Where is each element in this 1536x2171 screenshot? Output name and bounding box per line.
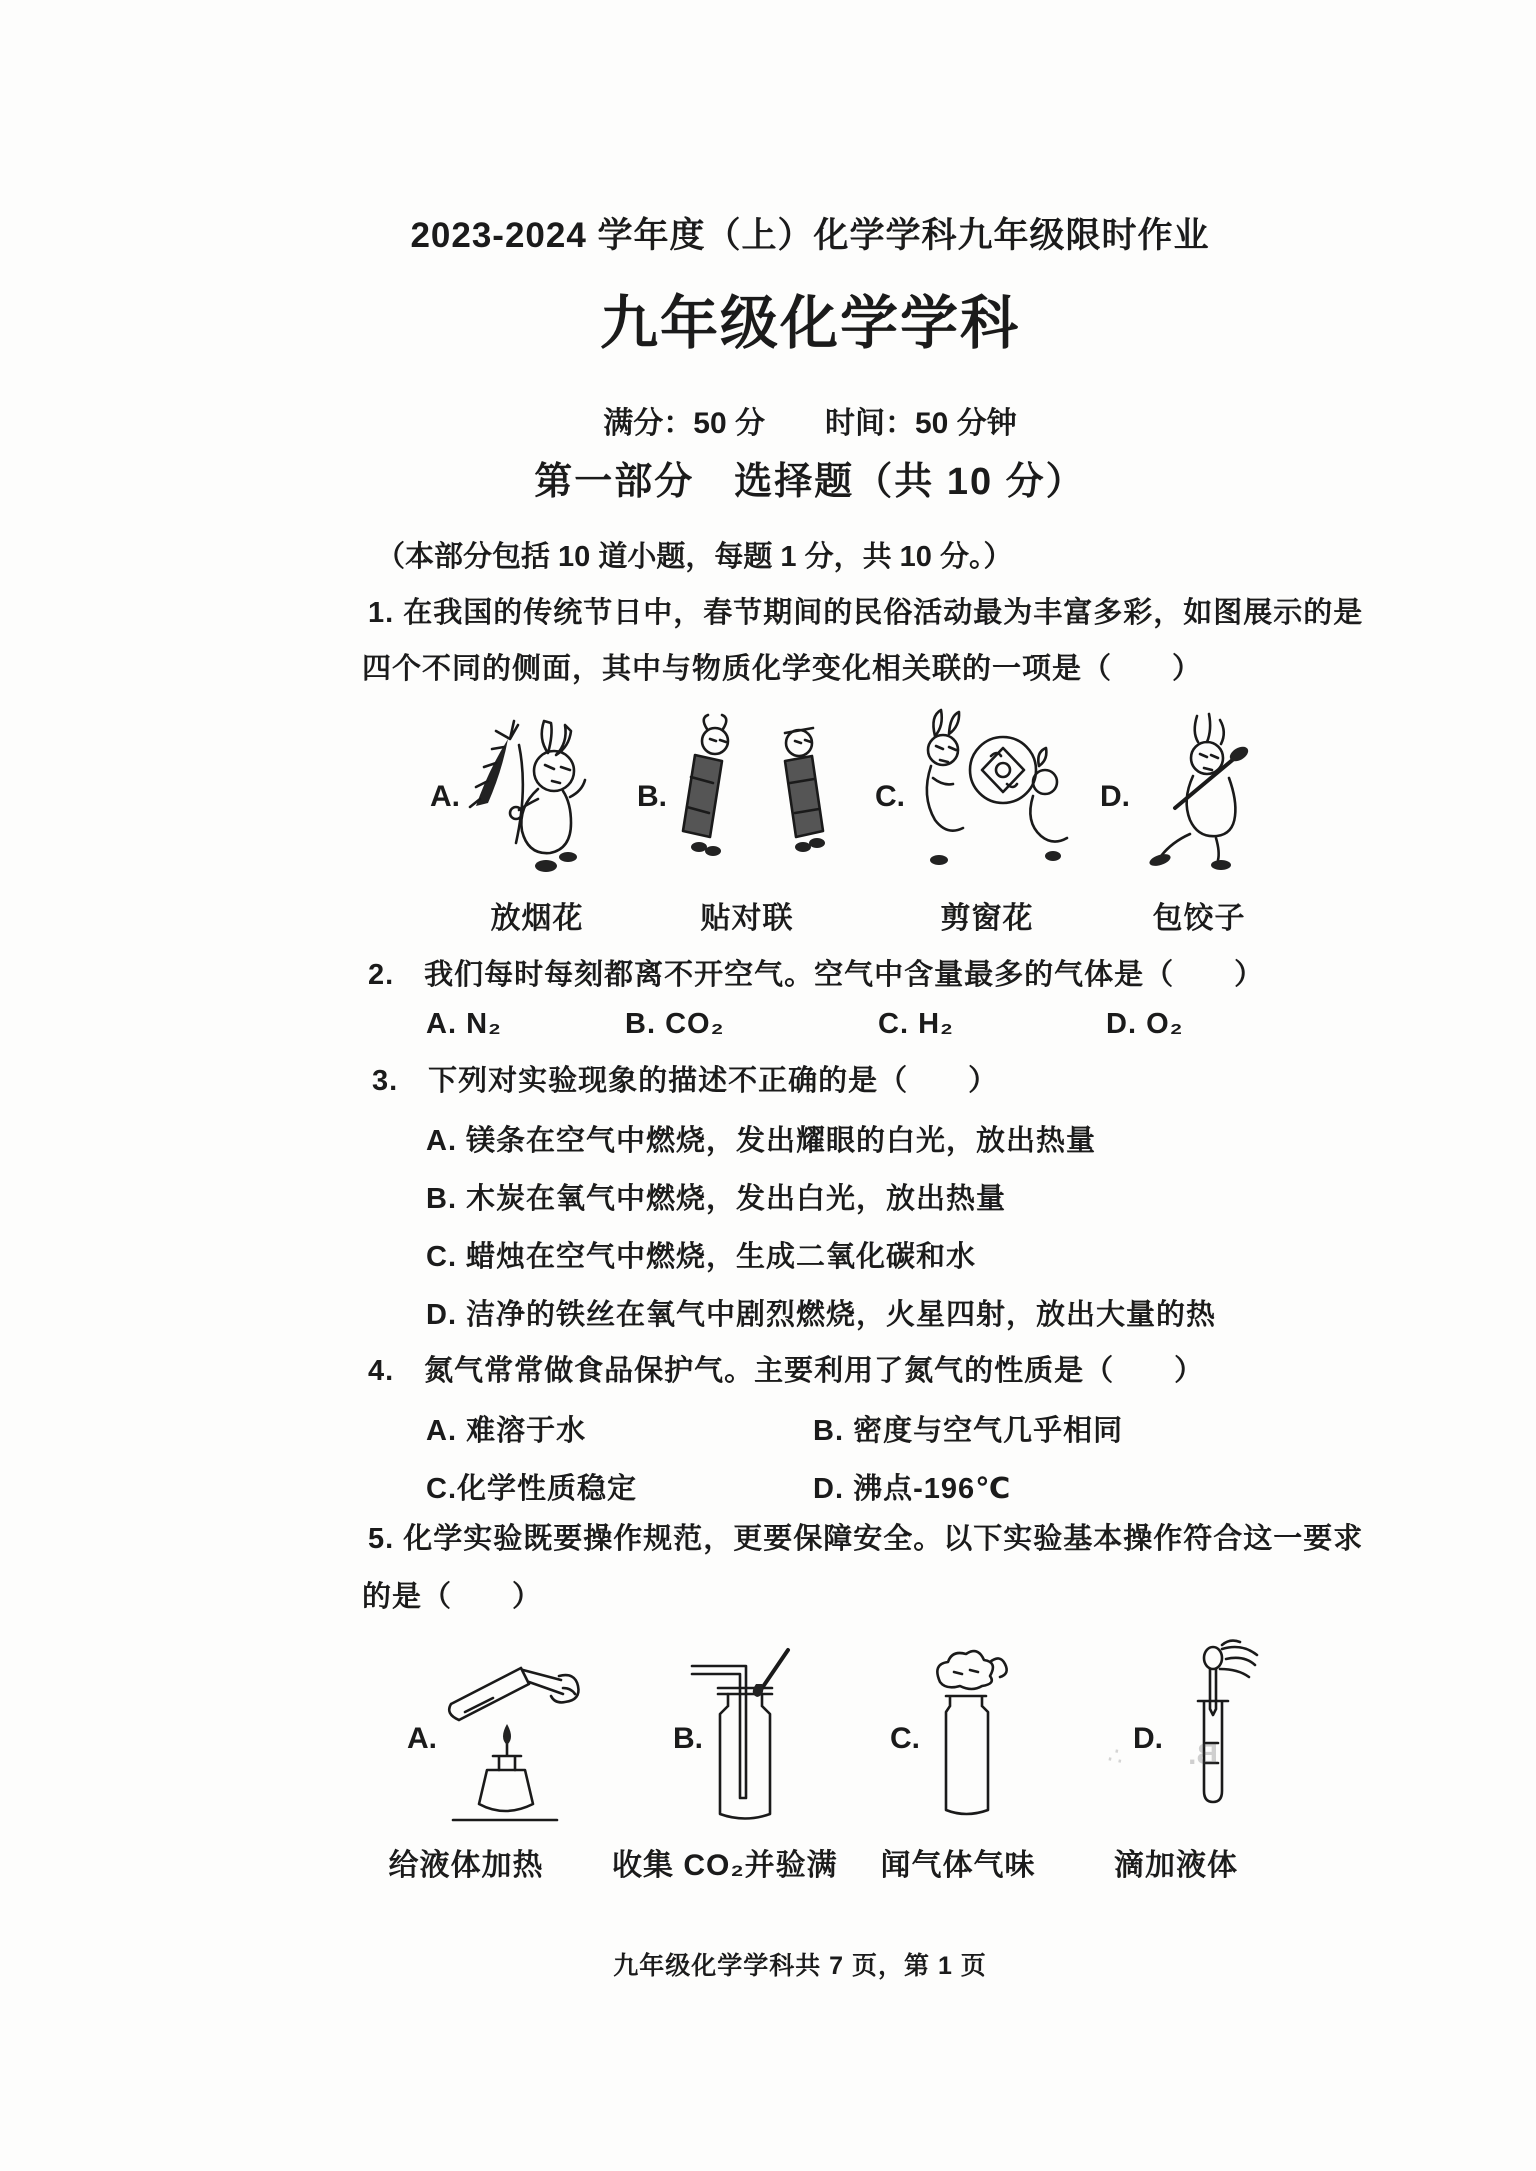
q4-option-b: [813, 1408, 1123, 1449]
q2-option-b: [625, 1008, 724, 1041]
q1-option-c-letter: C.: [875, 780, 905, 813]
add-liquid-dropper-illustration: [1160, 1643, 1260, 1811]
bleedthrough-mirrored-text: B.: [1188, 1738, 1218, 1771]
q4-option-a-label: 难溶于水: [466, 1415, 587, 1447]
dumpling-rabbit-illustration: [1145, 710, 1255, 878]
q5-option-a-letter: A.: [407, 1722, 437, 1755]
q5-option-b-caption: 收集 CO₂并验满: [612, 1849, 838, 1882]
q2-option-b-label: CO₂: [665, 1008, 725, 1040]
score-time-line: 满分：50 分 时间：50 分钟: [603, 407, 1017, 440]
q2-option-c-label: H₂: [918, 1008, 954, 1040]
q4-option-b-letter: B.: [813, 1415, 844, 1447]
q4-option-c-label: 化学性质稳定: [457, 1473, 638, 1505]
q4-option-d: [813, 1466, 1011, 1507]
question-1-line-1: 1. 在我国的传统节日中，春节期间的民俗活动最为丰富多彩，如图展示的是: [368, 597, 1364, 629]
question-5-line-1: 5. 化学实验既要操作规范，更要保障安全。以下实验基本操作符合这一要求: [368, 1523, 1364, 1555]
q2-option-a: [426, 1008, 502, 1041]
q3-option-c: C. 蜡烛在空气中燃烧，生成二氧化碳和水: [426, 1241, 977, 1273]
q2-option-c: [878, 1008, 954, 1041]
q5-option-d-caption: 滴加液体: [1114, 1849, 1238, 1882]
scan-smudge-mark: ∴: [1105, 1741, 1126, 1772]
papercut-rabbits-illustration: [911, 708, 1071, 878]
question-2-text: 2. 我们每时每刻都离不开空气。空气中含量最多的气体是（ ）: [368, 959, 1265, 991]
q2-option-d-label: O₂: [1146, 1008, 1184, 1040]
q3-option-a: A. 镁条在空气中燃烧，发出耀眼的白光，放出热量: [426, 1125, 1097, 1157]
paper-title: 九年级化学学科: [599, 291, 1020, 356]
question-1-line-2: 四个不同的侧面，其中与物质化学变化相关联的一项是（ ）: [362, 653, 1203, 685]
q1-option-c-caption: 剪窗花: [940, 902, 1034, 935]
section-heading: 第一部分 选择题（共 10 分）: [534, 461, 1086, 503]
q1-option-d-caption: 包饺子: [1152, 902, 1246, 935]
firework-rabbit-illustration: [458, 711, 598, 879]
section-note: （本部分包括 10 道小题，每题 1 分，共 10 分。）: [376, 541, 1013, 573]
q2-option-b-letter: B.: [625, 1008, 656, 1040]
q4-option-d-letter: D.: [813, 1473, 844, 1505]
q5-option-d-letter: D.: [1133, 1722, 1163, 1755]
q4-option-b-label: 密度与空气几乎相同: [853, 1415, 1124, 1447]
q5-option-c-letter: C.: [890, 1722, 920, 1755]
q3-option-d: D. 洁净的铁丝在氧气中剧烈燃烧，火星四射，放出大量的热: [426, 1299, 1217, 1331]
question-3-text: 3. 下列对实验现象的描述不正确的是（ ）: [372, 1065, 999, 1097]
q2-option-d-letter: D.: [1106, 1008, 1137, 1040]
couplet-rabbits-illustration: [677, 715, 847, 875]
q4-option-d-label: 沸点-196℃: [853, 1473, 1012, 1505]
q4-option-c: [426, 1466, 637, 1507]
q2-option-c-letter: C.: [878, 1008, 909, 1040]
q4-option-c-letter: C.: [426, 1473, 457, 1505]
question-5-line-2: 的是（ ）: [362, 1581, 543, 1613]
question-4-text: 4. 氮气常常做食品保护气。主要利用了氮气的性质是（ ）: [368, 1355, 1205, 1387]
q2-option-a-label: N₂: [466, 1008, 502, 1040]
q1-option-b-letter: B.: [637, 780, 667, 813]
smell-gas-illustration: [920, 1650, 1015, 1822]
q1-option-b-caption: 贴对联: [700, 902, 794, 935]
q5-option-b-letter: B.: [673, 1722, 703, 1755]
collect-co2-illustration: [690, 1648, 805, 1828]
q2-option-d: [1106, 1008, 1184, 1041]
q5-option-c-caption: 闻气体气味: [880, 1849, 1036, 1882]
q5-option-a-caption: 给液体加热: [388, 1849, 544, 1882]
q1-option-a-caption: 放烟花: [490, 902, 584, 935]
q4-option-a: [426, 1408, 586, 1449]
q4-option-a-letter: A.: [426, 1415, 457, 1447]
heating-liquid-illustration: [435, 1652, 585, 1830]
page-footer: 九年级化学学科共 7 页，第 1 页: [613, 1952, 987, 1980]
q1-option-a-letter: A.: [430, 780, 460, 813]
q3-option-b: B. 木炭在氧气中燃烧，发出白光，放出热量: [426, 1183, 1007, 1215]
q2-option-a-letter: A.: [426, 1008, 457, 1040]
q1-option-d-letter: D.: [1100, 780, 1130, 813]
paper-kicker: 2023-2024 学年度（上）化学学科九年级限时作业: [410, 216, 1210, 255]
